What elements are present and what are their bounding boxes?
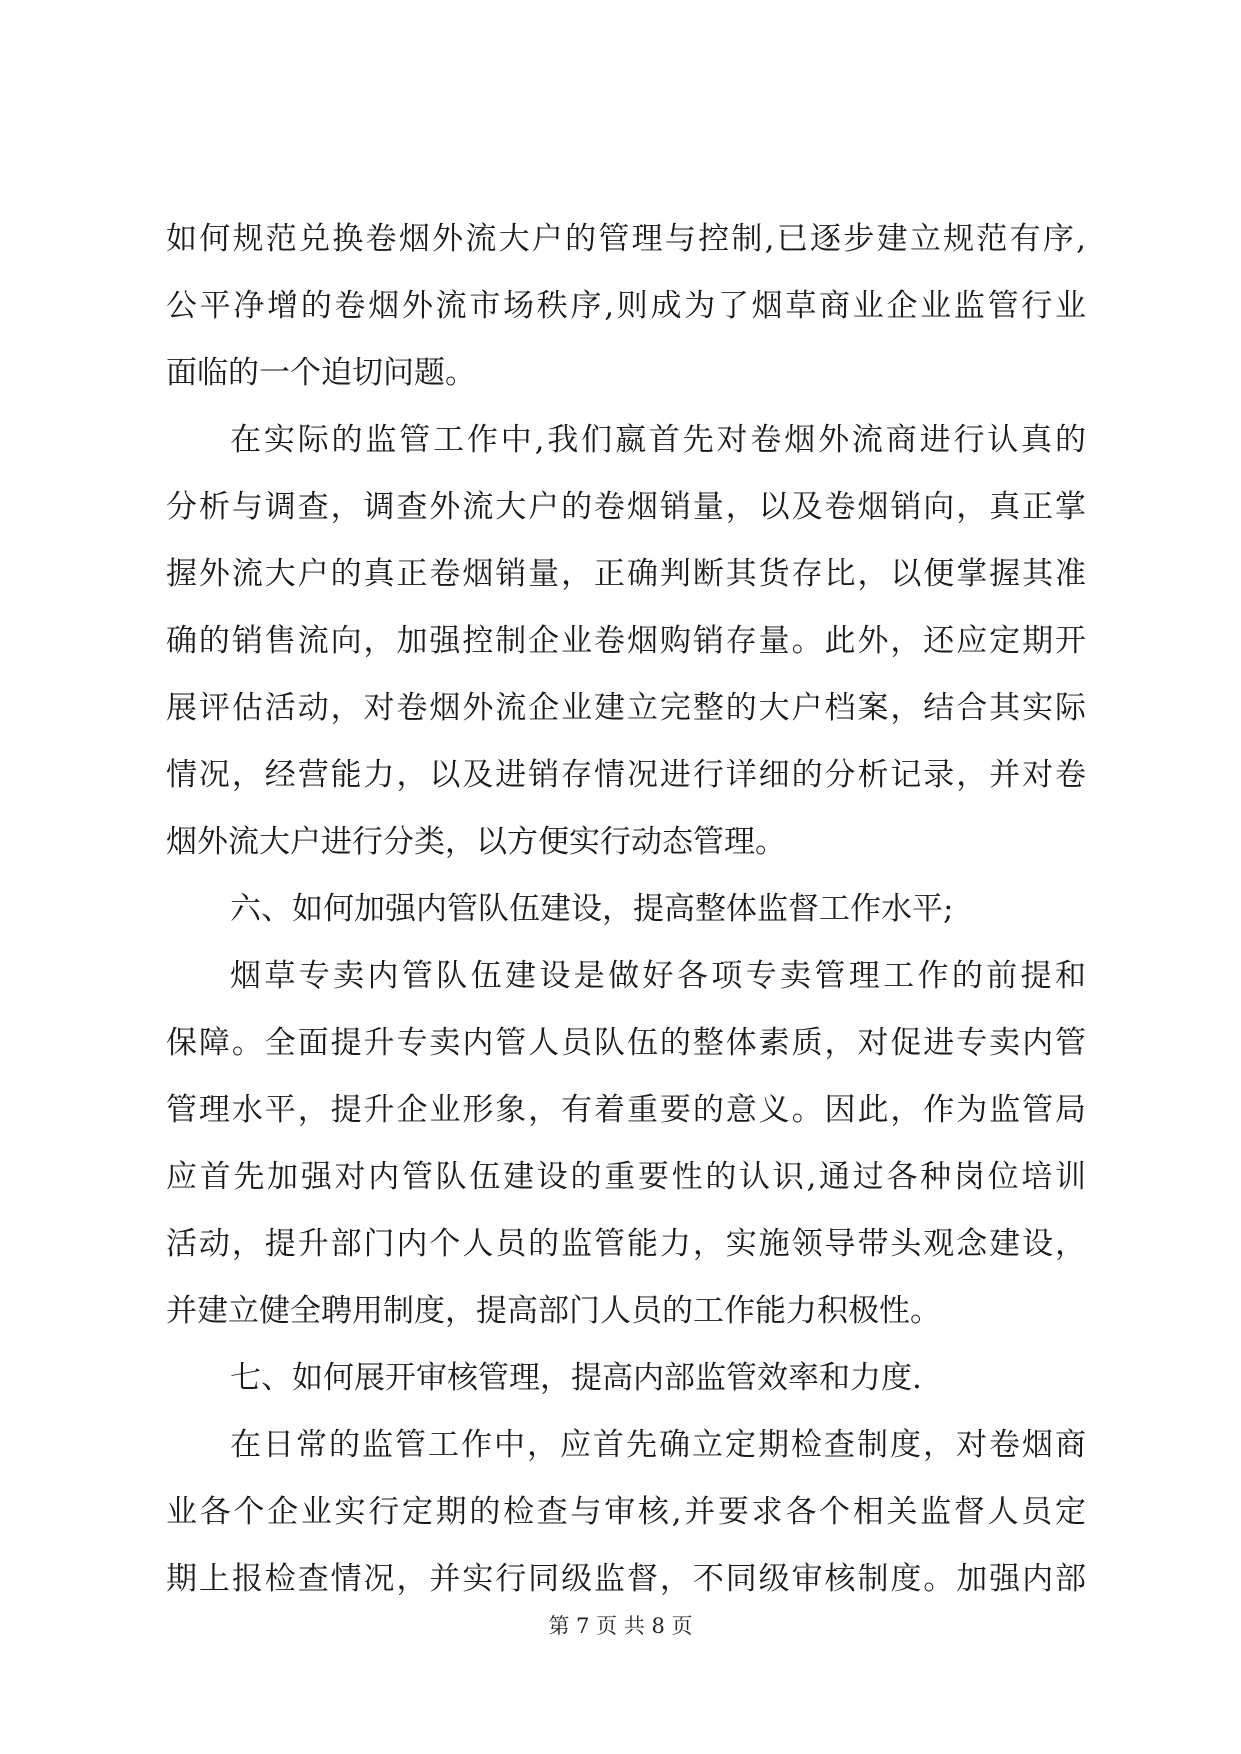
text-line: 烟草专卖内管队伍建设是做好各项专卖管理工作的前提和 [230,958,1086,994]
section-heading: 六、如何加强内管队伍建设，提高整体监督工作水平; [230,891,954,927]
text-line: 烟外流大户进行分类，以方便实行动态管理。 [166,824,786,860]
text-line: 分析与调查，调查外流大户的卷烟销量，以及卷烟销向，真正掌 [166,489,1086,525]
text-line: 应首先加强对内管队伍建设的重要性的认识,通过各种岗位培训 [166,1159,1086,1195]
text-line: 业各个企业实行定期的检查与审核,并要求各个相关监督人员定 [166,1494,1086,1530]
text-line: 确的销售流向，加强控制企业卷烟购销存量。此外，还应定期开 [166,623,1086,659]
text-line: 面临的一个迫切问题。 [166,355,476,391]
text-line: 期上报检查情况，并实行同级监督，不同级审核制度。加强内部 [166,1561,1086,1597]
text-line: 并建立健全聘用制度，提高部门人员的工作能力积极性。 [166,1293,941,1329]
text-line: 管理水平，提升企业形象，有着重要的意义。因此，作为监管局 [166,1092,1086,1128]
text-line: 展评估活动，对卷烟外流企业建立完整的大户档案，结合其实际 [166,690,1086,726]
text-line: 保障。全面提升专卖内管人员队伍的整体素质，对促进专卖内管 [166,1025,1086,1061]
section-heading: 七、如何展开审核管理，提高内部监管效率和力度. [230,1360,922,1396]
text-line: 在实际的监管工作中,我们嬴首先对卷烟外流商进行认真的 [230,422,1086,458]
text-line: 如何规范兑换卷烟外流大户的管理与控制,已逐步建立规范有序, [166,221,1086,257]
document-body [166,206,1086,1613]
text-line: 公平净增的卷烟外流市场秩序,则成为了烟草商业企业监管行业 [166,288,1086,324]
text-line: 握外流大户的真正卷烟销量，正确判断其货存比，以便掌握其准 [166,556,1086,592]
text-line: 活动，提升部门内个人员的监管能力，实施领导带头观念建设， [166,1226,1086,1262]
text-line: 在日常的监管工作中，应首先确立定期检查制度，对卷烟商 [230,1427,1086,1463]
page-number-footer: 第 7 页 共 8 页 [548,1614,693,1638]
text-line: 情况，经营能力，以及进销存情况进行详细的分析记录，并对卷 [166,757,1086,793]
